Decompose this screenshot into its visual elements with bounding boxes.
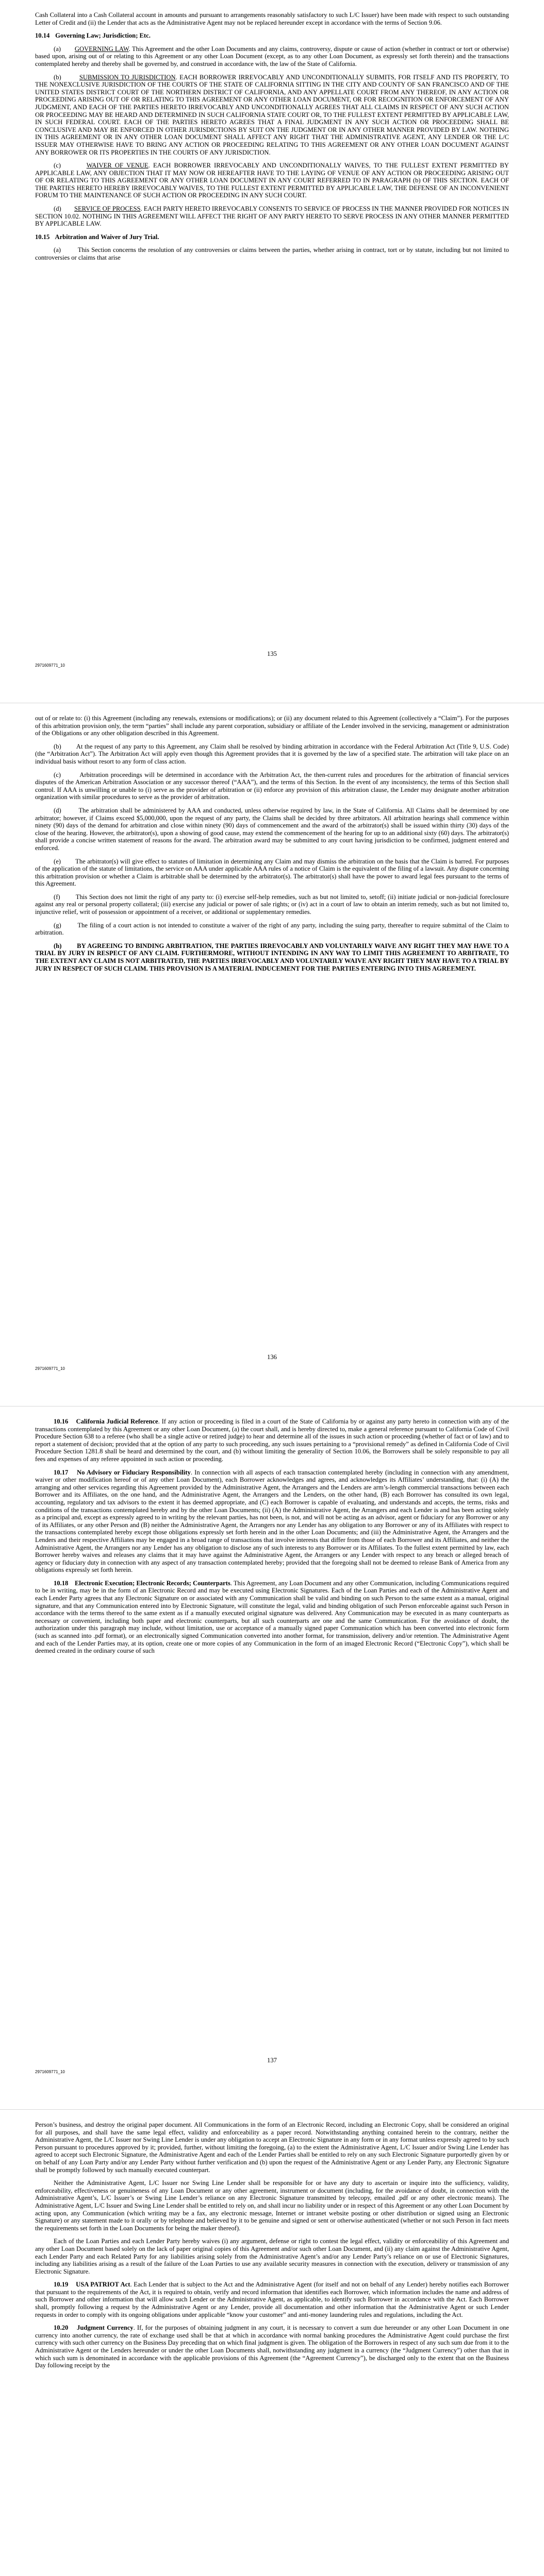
- clause-label: WAIVER OF VENUE: [86, 162, 149, 170]
- page-137: [0, 1406, 544, 2110]
- paragraph-lead: (h): [54, 942, 62, 950]
- section-number: 10.15: [35, 233, 50, 241]
- section-number: 10.20: [54, 2324, 69, 2332]
- paragraph: [35, 922, 509, 937]
- paragraph-lead: (d): [54, 205, 61, 213]
- paragraph: [35, 2121, 509, 2174]
- paragraph-text: . EACH BORROWER IRREVOCABLY AND UNCONDITIONALLY SUBMITS, FOR ITSELF AND ITS PROPERTY, TO THE NONEXCLUSIVE JURISDICTION OF THE COURTS OF THE STATE OF CALIFORNIA SITTING IN THE CITY AND COUNTY OF SAN FRANCISCO AND OF THE UNITED STATES DISTRICT COURT OF THE NORTHERN DISTRICT OF CALIFORNIA, AND ANY APPELLATE COURT FROM ANY THEREOF, IN ANY ACTION OR PROCEEDING ARISING OUT OF OR RELATING TO THIS AGREEMENT OR ANY OTHER LOAN DOCUMENT, OR FOR RECOGNITION OR ENFORCEMENT OF ANY JUDGMENT, AND EACH OF THE PARTIES HERETO IRREVOCABLY AND UNCONDITIONALLY AGREES THAT ALL CLAIMS IN RESPECT OF ANY SUCH ACTION OR PROCEEDING MAY BE HEARD AND DETERMINED IN SUCH CALIFORNIA STATE COURT OR, TO THE FULLEST EXTENT PERMITTED BY APPLICABLE LAW, IN SUCH FEDERAL COURT. EACH OF THE PARTIES HERETO AGREES THAT A FINAL JUDGMENT IN ANY SUCH ACTION OR PROCEEDING SHALL BE CONCLUSIVE AND MAY BE ENFORCED IN OTHER JURISDICTIONS BY SUIT ON THE JUDGMENT OR IN ANY OTHER MANNER PROVIDED BY LAW. NOTHING IN THIS AGREEMENT OR IN ANY OTHER LOAN DOCUMENT SHALL AFFECT ANY RIGHT THAT THE ADMINISTRATIVE AGENT, ANY LENDER OR THE L/C ISSUER MAY OTHERWISE HAVE TO BRING ANY ACTION OR PROCEEDING RELATING TO THIS AGREEMENT OR ANY OTHER LOAN DOCUMENT AGAINST ANY BORROWER OR ITS PROPERTIES IN THE COURTS OF ANY JURISDICTION.: [35, 73, 509, 156]
- paragraph-lead: (f): [54, 893, 60, 901]
- paragraph: [35, 807, 509, 852]
- paragraph-lead: (c): [54, 162, 61, 170]
- paragraph: [35, 11, 509, 26]
- paragraph-lead: (b): [54, 73, 61, 81]
- document-id: 2971609771_10: [35, 2070, 65, 2074]
- page-content: [35, 11, 509, 262]
- page-number: 135: [267, 650, 277, 657]
- paragraph-text: Cash Collateral into a Cash Collateral account in amounts and pursuant to arrangements reasonably satisfactory to such L/C Issuer) have been made with respect to such outstanding Letter of Credit and (ii) the Lender that acts as the Administrative Agent may not be replaced hereunder except in accordance with the terms of Section 9.06.: [35, 11, 509, 26]
- clause-label: SUBMISSION TO JURISDICTION: [79, 73, 176, 81]
- page-138: [0, 2110, 544, 2576]
- section-title: Judgment Currency: [77, 2324, 134, 2332]
- paragraph-text: The filing of a court action is not intended to constitute a waiver of the right of any party, including the suing party, thereafter to require submittal of the Claim to arbitration.: [35, 921, 509, 937]
- paragraph-text: Person’s business, and destroy the original paper document. All Communications in the form of an Electronic Record, including an Electronic Copy, shall be considered an original for all purposes, and shall have the same legal effect, validity and enforceability as a paper record. Notwithstanding anything contained herein to the contrary, neither the Administrative Agent, the L/C Issuer nor Swing Line Lender is under any obligation to accept an Electronic Signature in any form or in any format unless expressly agreed to by such Person pursuant to procedures approved by it; provided, further, without limiting the foregoing, (a) to the extent the Administrative Agent, L/C Issuer and/or Swing Line Lender has agreed to accept such Electronic Signature, the Administrative Agent and each of the Lender Parties shall be entitled to rely on any such Electronic Signature purportedly given by or on behalf of any Loan Party and/or any Lender Party without further verification and (b) upon the request of the Administrative Agent or any Lender Party, any Electronic Signature shall be promptly followed by such manually executed counterpart.: [35, 2121, 509, 2174]
- paragraph: [35, 715, 509, 737]
- paragraph-text: Each of the Loan Parties and each Lender Party hereby waives (i) any argument, defense or right to contest the legal effect, validity or enforceability of this Agreement and any other Loan Document based solely on the lack of paper original copies of this Agreement and/or such other Loan Document, and (ii) any claim against the Administrative Agent, each Lender Party and each Related Party for any liabilities arising solely from the Administrative Agent’s and/or any Lender Party’s reliance on or use of Electronic Signatures, including any liabilities arising as a result of the failure of the Loan Parties to use any available security measures in connection with the execution, delivery or transmission of any Electronic Signature.: [35, 2238, 509, 2275]
- paragraph: [35, 893, 509, 916]
- paragraph: [35, 942, 509, 972]
- paragraph: [35, 2179, 509, 2232]
- paragraph: [35, 1469, 509, 1574]
- document-id: 2971609771_10: [35, 663, 65, 668]
- section-number: 10.14: [35, 32, 50, 40]
- clause-label: SERVICE OF PROCESS: [74, 205, 141, 213]
- paragraph: [35, 2324, 509, 2369]
- paragraph-text: Arbitration proceedings will be determined in accordance with the Arbitration Act, the then-current rules and procedures for the arbitration of financial services disputes of the American Arbitration Association or any successor thereof (“AAA”), and the terms of this Section. In the event of any inconsistency, the terms of this Section shall control. If AAA is unwilling or unable to (i) serve as the provider of arbitration or (ii) enforce any provision of this arbitration clause, the Lender may designate another arbitration organization with similar procedures to serve as the provider of arbitration.: [35, 771, 509, 801]
- paragraph: [35, 1580, 509, 1655]
- paragraph: [35, 162, 509, 199]
- section-number: 10.18: [54, 1579, 69, 1587]
- paragraph: [35, 74, 509, 157]
- paragraph-lead: (a): [54, 45, 61, 53]
- clause-label: GOVERNING LAW: [74, 45, 129, 53]
- paragraph: [35, 771, 509, 801]
- paragraph: [35, 858, 509, 888]
- paragraph-text: The arbitrator(s) will give effect to statutes of limitation in determining any Claim and may dismiss the arbitration on the basis that the Claim is barred. For purposes of the application of the statute of limitations, the service on AAA under applicable AAA rules of a notice of Claim is the equivalent of the filing of a lawsuit. Any dispute concerning this arbitration provision or whether a Claim is arbitrable shall be determined by the arbitrator(s). The arbitrator(s) shall have the power to award legal fees pursuant to the terms of this Agreement.: [35, 857, 509, 888]
- paragraph: [35, 743, 509, 766]
- paragraph-text: This Section concerns the resolution of any controversies or claims between the parties, whether arising in contract, tort or by statute, including but not limited to controversies or claims that arise: [35, 246, 509, 262]
- paragraph-text: . This Agreement and the other Loan Documents and any claims, controversy, dispute or cause of action (whether in contract or tort or otherwise) based upon, arising out of or relating to this Agreement or any other Loan Document (except, as to any other Loan Document, as expressly set forth therein) and the transactions contemplated hereby and thereby shall be governed by, and construed in accordance with, the law of the State of California.: [35, 45, 509, 67]
- paragraph: [35, 246, 509, 261]
- section-title: Governing Law; Jurisdiction; Etc.: [55, 32, 151, 40]
- paragraph-text: This Section does not limit the right of any party to: (i) exercise self-help remedies, such as but not limited to, setoff; (ii) initiate judicial or non-judicial foreclosure against any real or personal property collateral; (iii) exercise any judicial or power of sale rights; or (iv) act in a court of law to obtain an interim remedy, such as but not limited to, injunctive relief, writ of possession or appointment of a receiver, or additional or supplementary remedies.: [35, 893, 509, 916]
- section-number: 10.17: [54, 1468, 69, 1476]
- section-title: No Advisory or Fiduciary Responsibility: [77, 1468, 191, 1476]
- paragraph-text: . If, for the purposes of obtaining judgment in any court, it is necessary to convert a sum due hereunder or any other Loan Document in one currency into another currency, the rate of exchange used shall be that at which in accordance with normal banking procedures the Administrative Agent could purchase the first currency with such other currency on the Business Day preceding that on which final judgment is given. The obligation of the Borrowers in respect of any such sum due from it to the Administrative Agent or the Lenders hereunder or under the other Loan Documents shall, notwithstanding any judgment in a currency (the “Judgment Currency”) other than that in which such sum is denominated in accordance with the applicable provisions of this Agreement (the “Agreement Currency”), be discharged only to the extent that on the Business Day following receipt by the: [35, 2324, 509, 2369]
- document-id: 2971609771_10: [35, 1366, 65, 1371]
- paragraph-text: . This Agreement, any Loan Document and any other Communication, including Communications required to be in writing, may be in the form of an Electronic Record and may be executed using Electronic Signatures. Each of the Loan Parties and each of the Administrative Agent and each Lender Party agrees that any Electronic Signature on or associated with any Communication shall be valid and binding on such Person to the same extent as a manual, original signature, and that any Communication entered into by Electronic Signature, will constitute the legal, valid and binding obligation of such Person enforceable against such Person in accordance with the terms thereof to the same extent as if a manually executed original signature was delivered. Any Communication may be executed in as many counterparts as necessary or convenient, including both paper and electronic counterparts, but all such counterparts are one and the same Communication. For the avoidance of doubt, the authorization under this paragraph may include, without limitation, use or acceptance of a manually signed paper Communication which has been converted into electronic form (such as scanned into .pdf format), or an electronically signed Communication converted into another format, for transmission, delivery and/or retention. The Administrative Agent and each of the Lender Parties may, at its option, create one or more copies of any Communication in the form of an imaged Electronic Record (“Electronic Copy”), which shall be deemed created in the ordinary course of such: [35, 1579, 509, 1655]
- paragraph-lead: (g): [54, 921, 61, 929]
- paragraph-text: The arbitration shall be administered by AAA and conducted, unless otherwise required by law, in the State of California. All Claims shall be determined by one arbitrator; however, if Claims exceed $5,000,000, upon the request of any party, the Claims shall be decided by three arbitrators. All arbitration hearings shall commence within ninety (90) days of the demand for arbitration and close within ninety (90) days of commencement and the award of the arbitrator(s) shall be issued within thirty (30) days of the close of the hearing. However, the arbitrator(s), upon a showing of good cause, may extend the commencement of the hearing for up to an additional sixty (60) days. The arbitrator(s) shall provide a concise written statement of reasons for the award. The arbitration award may be submitted to any court having jurisdiction to be confirmed, judgment entered and enforced.: [35, 806, 509, 852]
- section-number: 10.19: [54, 2281, 69, 2289]
- paragraph-lead: (a): [54, 246, 61, 254]
- section-heading: [35, 32, 509, 40]
- page-135: [0, 0, 544, 703]
- paragraph: [35, 205, 509, 228]
- page-content: [35, 1418, 509, 1655]
- section-number: 10.16: [54, 1418, 69, 1425]
- paragraph: [35, 45, 509, 68]
- paragraph-lead: (d): [54, 806, 61, 814]
- paragraph-text: BY AGREEING TO BINDING ARBITRATION, THE PARTIES IRREVOCABLY AND VOLUNTARILY WAIVE ANY RIGHT THEY MAY HAVE TO A TRIAL BY JURY IN RESPECT OF ANY CLAIM. FURTHERMORE, WITHOUT INTENDING IN ANY WAY TO LIMIT THIS AGREEMENT TO ARBITRATE, TO THE EXTENT ANY CLAIM IS NOT ARBITRATED, THE PARTIES IRREVOCABLY AND VOLUNTARILY WAIVE ANY RIGHT THEY MAY HAVE TO A TRIAL BY JURY IN RESPECT OF SUCH CLAIM. THIS PROVISION IS A MATERIAL INDUCEMENT FOR THE PARTIES ENTERING INTO THIS AGREEMENT.: [35, 942, 509, 972]
- paragraph-text: out of or relate to: (i) this Agreement (including any renewals, extensions or modifications); or (ii) any document related to this Agreement (collectively a “Claim”). For the purposes of this arbitration provision only, the term “parties” shall include any parent corporation, subsidiary or affiliate of the Lender involved in the servicing, management or administration of the Obligations or any other obligation described in this Agreement.: [35, 715, 509, 737]
- paragraph-text: . EACH PARTY HERETO IRREVOCABLY CONSENTS TO SERVICE OF PROCESS IN THE MANNER PROVIDED FOR NOTICES IN SECTION 10.02. NOTHING IN THIS AGREEMENT WILL AFFECT THE RIGHT OF ANY PARTY HERETO TO SERVE PROCESS IN ANY OTHER MANNER PERMITTED BY APPLICABLE LAW.: [35, 205, 509, 228]
- page-content: [35, 715, 509, 972]
- paragraph: [35, 1418, 509, 1463]
- section-title: Electronic Execution; Electronic Records; Counterparts: [74, 1579, 230, 1587]
- paragraph: [35, 2281, 509, 2318]
- paragraph: [35, 2238, 509, 2275]
- paragraph-text: At the request of any party to this Agreement, any Claim shall be resolved by binding arbitration in accordance with the Federal Arbitration Act (Title 9, U.S. Code) (the “Arbitration Act”). The Arbitration Act will apply even though this Agreement provides that it is governed by the law of a specified state. The arbitration will take place on an individual basis without resort to any form of class action.: [35, 742, 509, 765]
- section-title: USA PATRIOT Act: [76, 2281, 130, 2289]
- paragraph-text: Neither the Administrative Agent, L/C Issuer nor Swing Line Lender shall be responsible for or have any duty to ascertain or inquire into the sufficiency, validity, enforceability, effectiveness or genuineness of any Loan Document or any other agreement, instrument or document (including, for the avoidance of doubt, in connection with the Administrative Agent’s, L/C Issuer’s or Swing Line Lender’s reliance on any Electronic Signature transmitted by telecopy, emailed .pdf or any other electronic means). The Administrative Agent, L/C Issuer and Swing Line Lender shall be entitled to rely on, and shall incur no liability under or in respect of this Agreement or any other Loan Document by acting upon, any Communication (which writing may be a fax, any electronic message, Internet or intranet website posting or other distribution or signed using an Electronic Signature) or any statement made to it orally or by telephone and believed by it to be genuine and signed or sent or otherwise authenticated (whether or not such Person in fact meets the requirements set forth in the Loan Documents for being the maker thereof).: [35, 2179, 509, 2232]
- page-content: [35, 2121, 509, 2369]
- page-number: 136: [267, 1353, 277, 1361]
- page-number: 137: [267, 2057, 277, 2064]
- paragraph-lead: (e): [54, 857, 61, 865]
- paragraph-lead: (b): [54, 742, 61, 750]
- paragraph-lead: (c): [54, 771, 61, 778]
- section-heading: [35, 233, 509, 241]
- section-title: Arbitration and Waiver of Jury Trial.: [55, 233, 159, 241]
- paragraph-text: . Each Lender that is subject to the Act and the Administrative Agent (for itself and not on behalf of any Lender) hereby notifies each Borrower that pursuant to the requirements of the Act, it is required to obtain, verify and record information that identifies each Borrower, which information includes the name and address of such Borrower and other information that will allow such Lender or the Administrative Agent, as applicable, to identify such Borrower in accordance with the Act. Each Borrower shall, promptly following a request by the Administrative Agent or any Lender, provide all documentation and other information that the Administrative Agent or such Lender requests in order to comply with its ongoing obligations under applicable “know your customer” and anti-money laundering rules and regulations, including the Act.: [35, 2281, 509, 2318]
- section-title: California Judicial Reference: [76, 1418, 158, 1425]
- paragraph-text: . If any action or proceeding is filed in a court of the State of California by or against any party hereto in connection with any of the transactions contemplated by this Agreement or any other Loan Document, (a) the court shall, and is hereby directed to, make a general reference pursuant to California Code of Civil Procedure Section 638 to a referee (who shall be a single active or retired judge) to hear and determine all of the issues in such action or proceeding (whether of fact or of law) and to report a statement of decision; provided that at the option of any party to such proceeding, any such issues pertaining to a “provisional remedy” as defined in California Code of Civil Procedure Section 1281.8 shall be heard and determined by the court, and (b) without limiting the generality of Section 10.06, the Borrowers shall be solely responsible to pay all fees and expenses of any referee appointed in such action or proceeding.: [35, 1418, 509, 1463]
- page-136: [0, 703, 544, 1406]
- paragraph-text: . EACH BORROWER IRREVOCABLY AND UNCONDITIONALLY WAIVES, TO THE FULLEST EXTENT PERMITTED BY APPLICABLE LAW, ANY OBJECTION THAT IT MAY NOW OR HEREAFTER HAVE TO THE LAYING OF VENUE OF ANY ACTION OR PROCEEDING ARISING OUT OF OR RELATING TO THIS AGREEMENT OR ANY OTHER LOAN DOCUMENT IN ANY COURT REFERRED TO IN PARAGRAPH (b) OF THIS SECTION. EACH OF THE PARTIES HERETO HEREBY IRREVOCABLY WAIVES, TO THE FULLEST EXTENT PERMITTED BY APPLICABLE LAW, THE DEFENSE OF AN INCONVENIENT FORUM TO THE MAINTENANCE OF SUCH ACTION OR PROCEEDING IN ANY SUCH COURT.: [35, 162, 509, 199]
- paragraph-text: . In connection with all aspects of each transaction contemplated hereby (including in connection with any amendment, waiver or other modification hereof or of any other Loan Document), each Borrower acknowledges and agrees, and acknowledges its Affiliates’ understanding, that: (i) (A) the arranging and other services regarding this Agreement provided by the Administrative Agent, the Arrangers and the Lenders are arm’s-length commercial transactions between each Borrower and its Affiliates, on the one hand, and the Administrative Agent, the Arrangers and the Lenders, on the other hand, (B) each Borrower has consulted its own legal, accounting, regulatory and tax advisors to the extent it has deemed appropriate, and (C) each Borrower is capable of evaluating, and understands and accepts, the terms, risks and conditions of the transactions contemplated hereby and by the other Loan Documents; (ii) (A) the Administrative Agent, the Arrangers and each Lender is and has been acting solely as a principal and, except as expressly agreed to in writing by the relevant parties, has not been, is not, and will not be acting as an advisor, agent or fiduciary for any Borrower or any of its Affiliates, or any other Person and (B) neither the Administrative Agent, the Arrangers nor any Lender has any obligation to any Borrower or any of its Affiliates with respect to the transactions contemplated hereby except those obligations expressly set forth herein and in the other Loan Documents; and (iii) the Administrative Agent, the Arrangers and the Lenders and their respective Affiliates may be engaged in a broad range of transactions that involve interests that differ from those of each Borrower and its Affiliates, and neither the Administrative Agent, the Arrangers nor any Lender has any obligation to disclose any of such interests to any Borrower or its Affiliates. To the fullest extent permitted by law, each Borrower hereby waives and releases any claims that it may have against the Administrative Agent, the Arrangers or any Lender with respect to any breach or alleged breach of agency or fiduciary duty in connection with any aspect of any transaction contemplated hereby; provided that the foregoing shall not be deemed to release Bank of America from any obligations expressly set forth herein.: [35, 1468, 509, 1574]
